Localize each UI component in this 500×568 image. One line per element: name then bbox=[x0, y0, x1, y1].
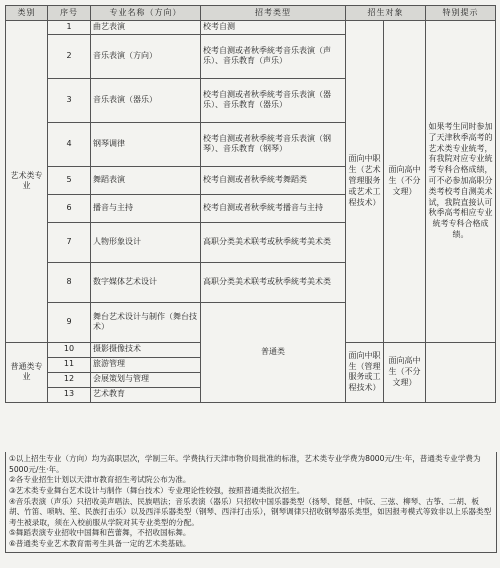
seq-cell: 1 bbox=[48, 21, 91, 35]
target-gen-left: 面向中职生（管理服务或工程技术） bbox=[346, 342, 384, 402]
general-exam-cell: 普通类 bbox=[201, 302, 346, 402]
major-cell: 人物形象设计 bbox=[91, 222, 201, 262]
seq-cell: 4 bbox=[48, 122, 91, 166]
target-art-left: 面向中职生（艺术管理服务或艺术工程技术） bbox=[346, 21, 384, 343]
footnote: ②各专业招生计划以天津市教育招生考试院公布为准。 bbox=[9, 475, 191, 485]
group-label-general: 普通类专业 bbox=[6, 342, 48, 402]
exam-cell: 高职分类美术联考或秋季統考美术类 bbox=[201, 262, 346, 302]
exam-cell: 校考自测或者秋季統考音乐表演（器乐）、音乐教育（器乐） bbox=[201, 78, 346, 122]
special-empty bbox=[426, 342, 496, 402]
major-cell: 舞台艺术设计与制作（舞台技术） bbox=[91, 302, 201, 342]
exam-cell: 校考自测或者秋季統考舞蹈类 bbox=[201, 166, 346, 194]
footnote: ①以上招生专业（方向）均为高职层次，学制三年。学费执行天津市物价局批准的标准，艺术类专业学费为8000元/生·年，普通类专业学费为5000元/生·年。 bbox=[9, 454, 481, 474]
major-cell: 旅游管理 bbox=[91, 357, 201, 372]
footnote: ③艺术类专业舞台艺术设计与制作（舞台技术）专业理论性较强，按照普通类批次招生。 bbox=[9, 485, 305, 495]
major-cell: 播音与主持 bbox=[91, 194, 201, 222]
major-cell: 音乐表演（方向） bbox=[91, 34, 201, 78]
seq-cell: 11 bbox=[48, 357, 91, 372]
exam-cell: 校考自测或者秋季統考音乐表演（声乐）、音乐教育（声乐） bbox=[201, 34, 346, 78]
header-target: 招生对象 bbox=[346, 6, 426, 21]
exam-cell: 校考自测或者秋季統考音乐表演（钢琴）、音乐教育（钢琴） bbox=[201, 122, 346, 166]
header-exam-type: 招考类型 bbox=[201, 6, 346, 21]
major-cell: 曲艺表演 bbox=[91, 21, 201, 35]
seq-cell: 13 bbox=[48, 387, 91, 402]
exam-cell: 高职分类美术联考或秋季統考美术类 bbox=[201, 222, 346, 262]
target-gen-right: 面向高中生（不分文理） bbox=[384, 342, 426, 402]
major-cell: 会展策划与管理 bbox=[91, 372, 201, 387]
header-category: 类别 bbox=[6, 6, 48, 21]
table-row bbox=[6, 21, 496, 35]
major-cell: 钢琴调律 bbox=[91, 122, 201, 166]
footnote: ④音乐表演（声乐）只招收美声唱法、民族唱法；音乐表演（器乐）只招收中国乐器类型（扬琴、琵琶、中阮、三弦、柳琴、古筝、二胡、板胡、竹笛、唢呐、笙、民族打击乐）以及西洋乐器类型（钢琴、西洋打击乐），钢琴调律只招收钢琴器乐类型，如因报考模式等致非以上乐器类型考生被录取，须在入校前服从学院对其专业类型的分配。 bbox=[9, 496, 492, 527]
exam-cell: 校考自测或者秋季統考播音与主持 bbox=[201, 194, 346, 222]
target-art-right: 面向高中生（不分文理） bbox=[384, 21, 426, 343]
footnotes bbox=[5, 452, 497, 553]
header-major: 专业名称（方向） bbox=[91, 6, 201, 21]
seq-cell: 6 bbox=[48, 194, 91, 222]
major-cell: 舞蹈表演 bbox=[91, 166, 201, 194]
seq-cell: 3 bbox=[48, 78, 91, 122]
footnote: ⑤舞蹈表演专业招收中国舞和芭蕾舞，不招收国标舞。 bbox=[9, 528, 191, 538]
seq-cell: 8 bbox=[48, 262, 91, 302]
special-note: 如果考生同时参加了天津秋季高考的艺术类专业統考，有我院对应专业統考专科合格成绩，可不必参加高职分类考校考自测美术试，我院直接认可秋季高考相应专业統考专科合格成绩。 bbox=[426, 21, 496, 343]
seq-cell: 2 bbox=[48, 34, 91, 78]
header-row bbox=[6, 6, 496, 21]
header-special: 特别提示 bbox=[426, 6, 496, 21]
exam-cell: 校考自测 bbox=[201, 21, 346, 35]
major-cell: 摄影摄像技术 bbox=[91, 342, 201, 357]
major-cell: 音乐表演（器乐） bbox=[91, 78, 201, 122]
group-label-art: 艺术类专业 bbox=[6, 21, 48, 343]
footnote: ⑥普通类专业艺术教育需考生具备一定的艺术类基础。 bbox=[9, 539, 191, 548]
major-cell: 数字媒体艺术设计 bbox=[91, 262, 201, 302]
header-seq: 序号 bbox=[48, 6, 91, 21]
admission-table bbox=[5, 5, 496, 403]
seq-cell: 12 bbox=[48, 372, 91, 387]
seq-cell: 5 bbox=[48, 166, 91, 194]
major-cell: 艺术教育 bbox=[91, 387, 201, 402]
seq-cell: 10 bbox=[48, 342, 91, 357]
seq-cell: 9 bbox=[48, 302, 91, 342]
seq-cell: 7 bbox=[48, 222, 91, 262]
